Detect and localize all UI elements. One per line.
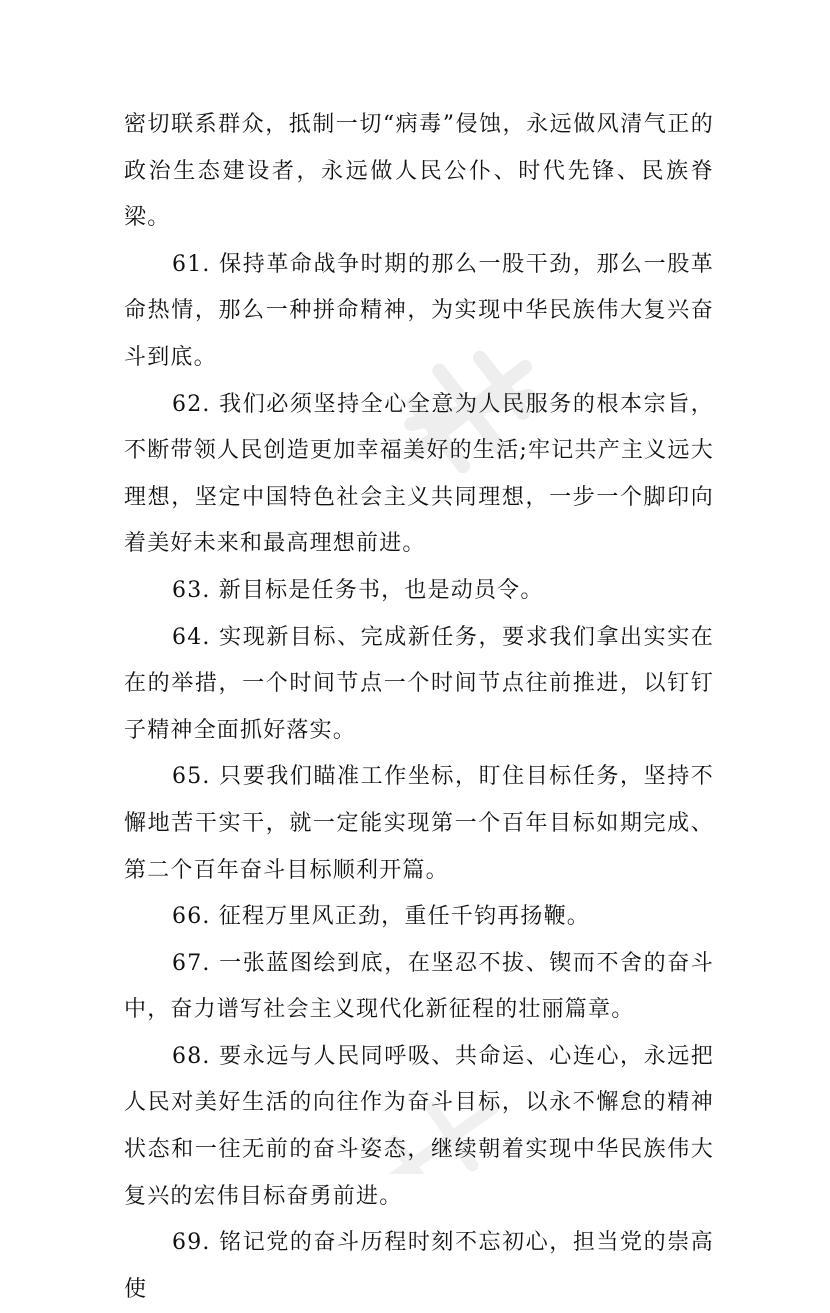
paragraph-continuation: 密切联系群众，抵制一切“病毒”侵蚀，永远做风清气正的政治生态建设者，永远做人民公仆、时代先锋、民族脊梁。 (124, 112, 714, 231)
paragraph-65: 65. 只要我们瞄准工作坐标，盯住目标任务，坚持不懈地苦干实干，就一定能实现第一个百年目标如期完成、第二个百年奋斗目标顺利开篇。 (124, 764, 714, 883)
paragraph-62: 62. 我们必须坚持全心全意为人民服务的根本宗旨，不断带领人民创造更加幸福美好的生活;牢记共产主义远大理想，坚定中国特色社会主义共同理想，一步一个脚印向着美好未来和最高理想前进。 (124, 391, 714, 557)
paragraph-67: 67. 一张蓝图绘到底，在坚忍不拔、锲而不舍的奋斗中，奋力谱写社会主义现代化新征程的壮丽篇章。 (124, 950, 714, 1023)
document-body (124, 102, 714, 1313)
paragraph-64: 64. 实现新目标、完成新任务，要求我们拿出实实在在的举措，一个时间节点一个时间节点往前推进，以钉钉子精神全面抓好落实。 (124, 624, 714, 743)
paragraph-68: 68. 要永远与人民同呼吸、共命运、心连心，永远把人民对美好生活的向往作为奋斗目标，以永不懈怠的精神状态和一往无前的奋斗姿态，继续朝着实现中华民族伟大复兴的宏伟目标奋勇前进。 (124, 1043, 714, 1209)
paragraph-63: 63. 新目标是任务书，也是动员令。 (172, 577, 544, 603)
paragraph-66: 66. 征程万里风正劲，重任千钧再扬鞭。 (172, 904, 590, 930)
paragraph-61: 61. 保持革命战争时期的那么一股干劲，那么一股革命热情，那么一种拼命精神，为实现中华民族伟大复兴奋斗到底。 (124, 251, 714, 370)
paragraph-69: 69. 铭记党的奋斗历程时刻不忘初心，担当党的崇高使 (124, 1230, 714, 1302)
